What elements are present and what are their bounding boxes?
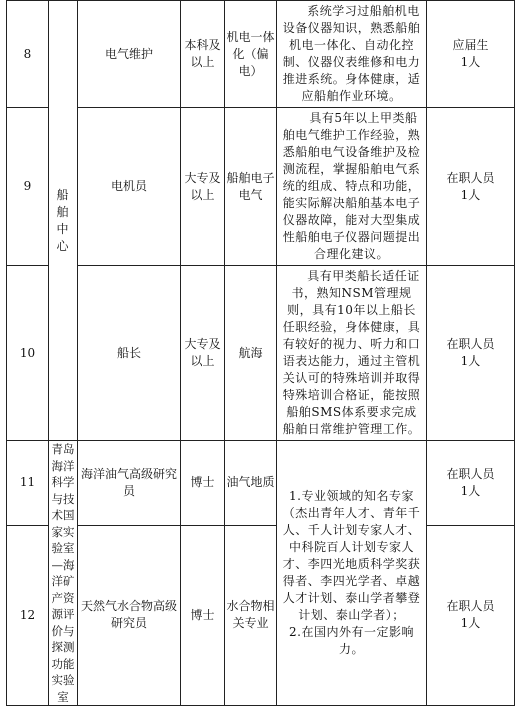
major: 油气地质 <box>225 441 277 526</box>
table-row <box>7 266 515 441</box>
requirement <box>277 1 427 108</box>
major: 水合物相关专业 <box>225 525 277 705</box>
position-name: 电气维护 <box>78 1 181 108</box>
group-lab <box>49 441 78 706</box>
row-number: 10 <box>7 266 49 441</box>
status-count <box>427 108 515 266</box>
requirement-item: 1.专业领域的知名专家（杰出青年人才、青年千人、千人计划专家人才、中科院百人计划专家人才、李四光地质科学奖获得者、李四光学者、卓越人才计划、泰山学者攀登计划、泰山学者）； <box>282 489 421 622</box>
position-name: 船长 <box>78 266 181 441</box>
education-level: 大专及以上 <box>181 266 225 441</box>
headcount: 1人 <box>460 483 481 498</box>
requirement-text: 系统学习过船舶机电设备仪器知识，熟悉船舶机电一体化、自动化控制、仪器仪表维修和电力推进系统。身体健康，适应船舶作业环境。 <box>282 4 421 103</box>
requirement <box>277 266 427 441</box>
education-level: 博士 <box>181 441 225 526</box>
table-row <box>7 108 515 266</box>
headcount: 1人 <box>460 354 481 368</box>
requirement-text: 具有甲类船长适任证书，熟知NSM管理规则，具有10年以上船长任职经验，身体健康，具有较好的视力、听力和口语表达能力，通过主管机关认可的特殊培训并取得特殊培训合格证，能按照船舶SMS体系要求完成船舶日常维护管理工作。 <box>282 269 421 436</box>
status: 在职人员 <box>446 337 495 351</box>
education-level: 大专及以上 <box>181 108 225 266</box>
status-count <box>427 525 515 705</box>
status-count <box>427 1 515 108</box>
status-count <box>427 441 515 526</box>
headcount: 1人 <box>460 187 481 202</box>
table-row <box>7 525 515 705</box>
requirement <box>277 108 427 266</box>
position-name: 海洋油气高级研究员 <box>78 441 181 526</box>
position-name: 天然气水合物高级研究员 <box>78 525 181 705</box>
group-label: 船舶中心 <box>56 187 70 253</box>
requirement-text: 具有5年以上甲类船舶电气维护工作经验，熟悉船舶电气设备维护及检测流程，掌握船舶电气系统的组成、特点和功能，能实际解决船舶基本电子仪器故障，能对大型集成性船舶电子仪器问题提出合理化建议。 <box>282 111 421 261</box>
table-row <box>7 441 515 526</box>
status: 在职人员 <box>446 466 495 481</box>
major: 航海 <box>225 266 277 441</box>
position-name: 电机员 <box>78 108 181 266</box>
group-ship-center <box>49 1 78 441</box>
row-number: 12 <box>7 525 49 705</box>
headcount: 1人 <box>460 616 481 631</box>
group-label: 青岛海洋科学与技术国家实验室—海洋矿产资源评价与探测功能实验室 <box>51 442 75 704</box>
recruitment-table <box>6 0 515 706</box>
headcount: 1人 <box>460 55 481 69</box>
requirement-item: 2.在国内外有一定影响力。 <box>289 625 414 656</box>
major: 机电一体化（偏电） <box>225 1 277 108</box>
status: 在职人员 <box>446 170 495 185</box>
status: 在职人员 <box>446 599 495 614</box>
table-row <box>7 1 515 108</box>
row-number: 9 <box>7 108 49 266</box>
major: 船舶电子电气 <box>225 108 277 266</box>
row-number: 11 <box>7 441 49 526</box>
education-level: 博士 <box>181 525 225 705</box>
education-level: 本科及以上 <box>181 1 225 108</box>
status-count <box>427 266 515 441</box>
row-number: 8 <box>7 1 49 108</box>
status: 应届生 <box>452 38 489 52</box>
requirement-shared <box>277 441 427 706</box>
